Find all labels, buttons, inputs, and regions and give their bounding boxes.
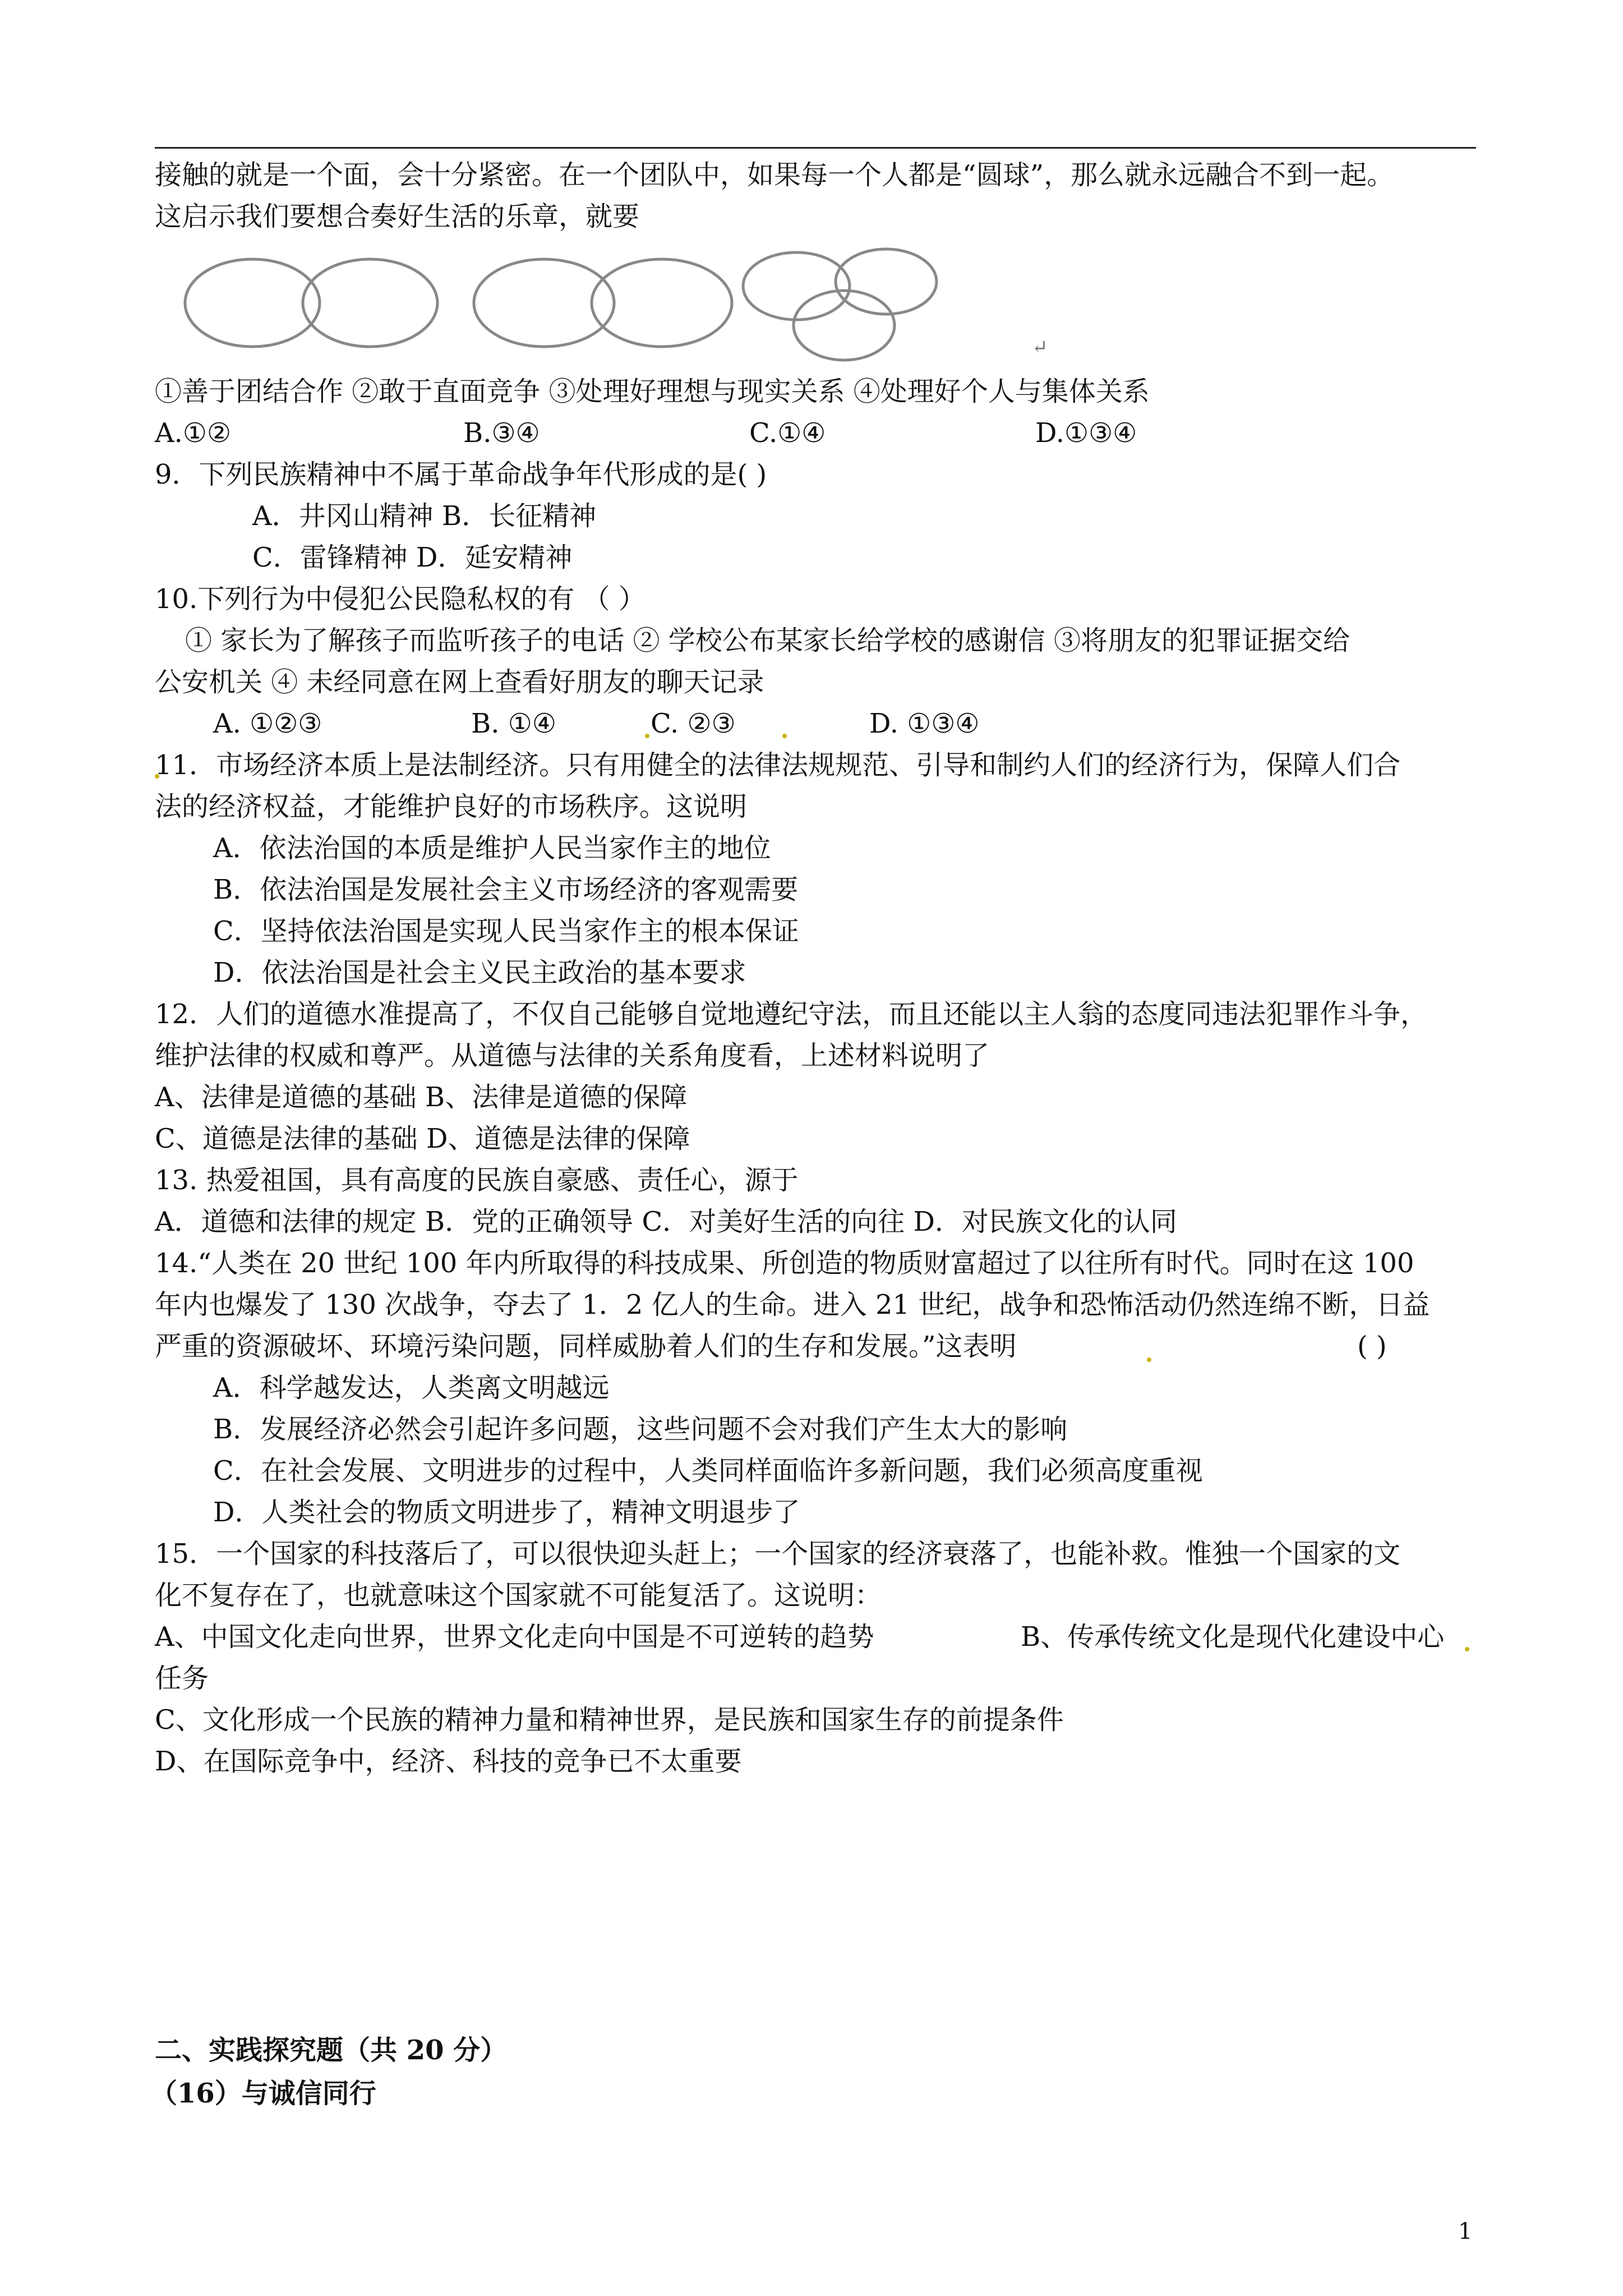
q9-stem: 9．下列民族精神中不属于革命战争年代形成的是( ) <box>155 459 767 490</box>
q16-title: （16）与诚信同行 <box>150 2078 376 2109</box>
q14-option-a: A．科学越发达，人类离文明越远 <box>213 1372 610 1404</box>
scan-dot <box>1147 1358 1151 1362</box>
q15-option-d: D、在国际竞争中，经济、科技的竞争已不太重要 <box>155 1746 742 1777</box>
circle-trio-left <box>743 252 850 320</box>
q12-stem-1: 12．人们的道德水准提高了，不仅自己能够自觉地遵纪守法，而且还能以主人翁的态度同违法犯罪作斗争， <box>155 999 1428 1030</box>
q12-stem-2: 维护法律的权威和尊严。从道德与法律的关系角度看，上述材料说明了 <box>155 1040 990 1071</box>
intro-line-1: 接触的就是一个面，会十分紧密。在一个团队中，如果每一个人都是“圆球”，那么就永远融合不到一起。 <box>155 159 1394 191</box>
return-mark: ↵ <box>1032 336 1048 358</box>
scan-dot <box>645 734 649 738</box>
circles-diagram <box>179 241 1054 365</box>
q13-options: A．道德和法律的规定 B．党的正确领导 C．对美好生活的向往 D．对民族文化的认同 <box>155 1206 1177 1237</box>
q8-options <box>155 416 1445 450</box>
q8-option-c: C.①④ <box>749 417 826 449</box>
q15-stem-1: 15．一个国家的科技落后了，可以很快迎头赶上；一个国家的经济衰落了，也能补救。惟独一个国家的文 <box>155 1538 1401 1570</box>
q15-option-b: B、传承传统文化是现代化建设中心 <box>1021 1621 1445 1653</box>
q8-option-b: B.③④ <box>463 417 540 449</box>
header-rule <box>155 147 1476 149</box>
q15-stem-2: 化不复存在了，也就意味这个国家就不可能复活了。这说明： <box>155 1580 882 1611</box>
section-2-title: 二、实践探究题（共 20 分） <box>155 2035 508 2066</box>
q10-option-a: A. ①②③ <box>213 708 322 739</box>
scan-dot <box>1465 1647 1469 1651</box>
q10-option-c: C. ②③ <box>651 708 736 739</box>
q11-option-b: B．依法治国是发展社会主义市场经济的客观需要 <box>213 874 799 905</box>
q14-stem-2: 年内也爆发了 130 次战争，夺去了 1．2 亿人的生命。进入 21 世纪，战争和恐怖活动仍然连绵不断，日益 <box>155 1289 1430 1320</box>
q10-items-2: 公安机关 ④ 未经同意在网上查看好朋友的聊天记录 <box>155 666 764 698</box>
q12-options-1: A、法律是道德的基础 B、法律是道德的保障 <box>155 1082 688 1113</box>
q10-items-1: ① 家长为了解孩子而监听孩子的电话 ② 学校公布某家长给学校的感谢信 ③将朋友的犯罪证据交给 <box>185 625 1350 656</box>
q10-option-d: D. ①③④ <box>869 708 980 739</box>
q11-option-c: C．坚持依法治国是实现人民当家作主的根本保证 <box>213 915 799 947</box>
q14-stem-1: 14.“人类在 20 世纪 100 年内所取得的科技成果、所创造的物质财富超过了以往所有时代。同时在这 100 <box>155 1248 1414 1279</box>
q11-stem-2: 法的经济权益，才能维护良好的市场秩序。这说明 <box>155 791 748 822</box>
q14-answer-paren: ( ) <box>1357 1331 1387 1362</box>
q8-option-d: D.①③④ <box>1035 417 1137 449</box>
q9-options-2: C．雷锋精神 D．延安精神 <box>252 542 573 573</box>
q12-options-2: C、道德是法律的基础 D、道德是法律的保障 <box>155 1123 690 1154</box>
q8-items: ①善于团结合作 ②敢于直面竞争 ③处理好理想与现实关系 ④处理好个人与集体关系 <box>155 376 1150 407</box>
q14-stem-3: 严重的资源破坏、环境污染问题，同样威胁着人们的生存和发展。”这表明 <box>155 1331 1017 1362</box>
q11-option-d: D．依法治国是社会主义民主政治的基本要求 <box>213 957 746 988</box>
q14-option-d: D．人类社会的物质文明进步了，精神文明退步了 <box>213 1497 800 1528</box>
scan-dot <box>782 734 787 738</box>
q13-stem: 13. 热爱祖国，具有高度的民族自豪感、责任心，源于 <box>155 1165 799 1196</box>
q9-options-1: A．井冈山精神 B．长征精神 <box>252 500 597 532</box>
q15-option-a: A、中国文化走向世界，世界文化走向中国是不可逆转的趋势 <box>155 1621 874 1653</box>
intro-line-2: 这启示我们要想合奏好生活的乐章，就要 <box>155 201 640 232</box>
circle-pair-1-right <box>303 259 437 347</box>
q8-option-a: A.①② <box>155 417 231 449</box>
q10-option-b: B. ①④ <box>471 708 556 739</box>
page-number: 1 <box>1458 2219 1473 2244</box>
q11-stem-1: 11．市场经济本质上是法制经济。只有用健全的法律法规规范、引导和制约人们的经济行为，保障人们合 <box>155 749 1401 781</box>
q10-options <box>213 707 1335 740</box>
q15-option-b-cont: 任务 <box>155 1663 209 1694</box>
q10-stem: 10.下列行为中侵犯公民隐私权的有 （ ） <box>155 583 645 615</box>
q11-option-a: A．依法治国的本质是维护人民当家作主的地位 <box>213 832 771 864</box>
circle-pair-1-left <box>185 259 320 347</box>
q14-option-b: B．发展经济必然会引起许多问题，这些问题不会对我们产生太大的影响 <box>213 1414 1068 1445</box>
q14-option-c: C．在社会发展、文明进步的过程中，人类同样面临许多新问题，我们必须高度重视 <box>213 1455 1203 1487</box>
q15-option-c: C、文化形成一个民族的精神力量和精神世界，是民族和国家生存的前提条件 <box>155 1704 1064 1736</box>
